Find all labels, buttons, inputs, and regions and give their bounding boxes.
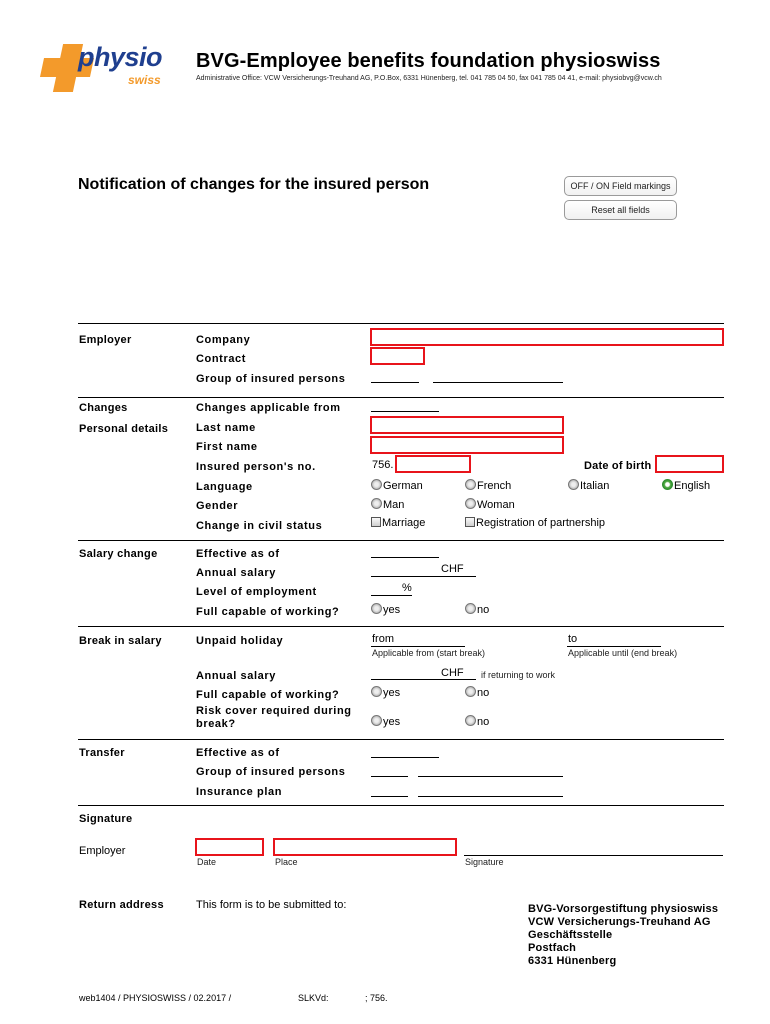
salary-effective-field[interactable] xyxy=(371,557,439,558)
insurance-plan-field-2[interactable] xyxy=(418,796,563,797)
label-risk-cover: Risk cover required during break? xyxy=(196,705,352,730)
gender-woman-option[interactable]: Woman xyxy=(465,498,515,511)
checkbox-icon xyxy=(465,517,475,527)
signature-date-field[interactable] xyxy=(195,838,264,856)
salary-capable-yes[interactable]: yes xyxy=(371,603,400,616)
radio-icon xyxy=(371,715,382,726)
transfer-group-field-2[interactable] xyxy=(418,776,563,777)
label-company: Company xyxy=(196,334,251,346)
date-of-birth-field[interactable] xyxy=(655,455,724,473)
label-unpaid-holiday: Unpaid holiday xyxy=(196,635,284,647)
radio-icon xyxy=(371,479,382,490)
place-caption: Place xyxy=(275,857,298,867)
break-annual-salary-field[interactable] xyxy=(371,679,476,680)
section-salary-change: Salary change xyxy=(79,548,158,560)
break-to-note: Applicable until (end break) xyxy=(568,648,678,658)
label-insured-no: Insured person's no. xyxy=(196,461,316,473)
signature-line[interactable] xyxy=(464,855,723,856)
break-capable-no[interactable]: no xyxy=(465,686,489,699)
break-from-field[interactable] xyxy=(371,646,465,647)
label-civil-status: Change in civil status xyxy=(196,520,323,532)
radio-icon xyxy=(568,479,579,490)
radio-icon xyxy=(371,686,382,697)
label-salary-effective: Effective as of xyxy=(196,548,280,560)
section-changes: Changes xyxy=(79,402,128,414)
label-contract: Contract xyxy=(196,353,247,365)
divider-salary xyxy=(78,540,724,541)
divider-employer xyxy=(78,323,724,324)
break-to-label: to xyxy=(568,633,578,645)
divider-break xyxy=(78,626,724,627)
gender-man-option[interactable]: Man xyxy=(371,498,404,511)
radio-icon xyxy=(371,603,382,614)
radio-icon xyxy=(465,715,476,726)
applicable-from-field[interactable] xyxy=(371,411,439,412)
salary-capable-no[interactable]: no xyxy=(465,603,489,616)
section-break-in-salary: Break in salary xyxy=(79,635,162,647)
logo-sub: swiss xyxy=(128,73,161,87)
reset-fields-button[interactable]: Reset all fields xyxy=(564,200,677,220)
radio-icon xyxy=(465,686,476,697)
contract-field[interactable] xyxy=(370,347,425,365)
label-insurance-plan: Insurance plan xyxy=(196,786,283,798)
label-capable: Full capable of working? xyxy=(196,606,340,618)
divider-transfer xyxy=(78,739,724,740)
break-to-field[interactable] xyxy=(567,646,661,647)
group-field-1[interactable] xyxy=(371,382,419,383)
divider-changes xyxy=(78,397,724,398)
divider-signature xyxy=(78,805,724,806)
address-line: BVG-Vorsorgestiftung physioswiss xyxy=(528,903,719,915)
label-break-annual-salary: Annual salary xyxy=(196,670,276,682)
annual-salary-field[interactable] xyxy=(371,576,476,577)
lang-english-option[interactable]: English xyxy=(662,479,710,492)
radio-icon xyxy=(465,479,476,490)
signature-caption: Signature xyxy=(465,857,504,867)
lang-german-option[interactable]: German xyxy=(371,479,423,492)
radio-icon xyxy=(371,498,382,509)
section-personal-details: Personal details xyxy=(79,423,169,435)
address-line: Geschäftsstelle xyxy=(528,929,613,941)
last-name-field[interactable] xyxy=(370,416,564,434)
page-title: BVG-Employee benefits foundation physioswiss xyxy=(196,50,661,72)
return-instructions: This form is to be submitted to: xyxy=(196,899,347,911)
label-gender: Gender xyxy=(196,500,239,512)
radio-icon xyxy=(465,498,476,509)
insured-no-field[interactable] xyxy=(395,455,471,473)
label-group: Group of insured persons xyxy=(196,373,346,385)
risk-cover-no[interactable]: no xyxy=(465,715,489,728)
address-line: 6331 Hünenberg xyxy=(528,955,617,967)
label-last-name: Last name xyxy=(196,422,256,434)
percent-sign: % xyxy=(402,582,412,594)
label-transfer-effective: Effective as of xyxy=(196,747,280,759)
civil-partnership-option[interactable]: Registration of partnership xyxy=(465,517,605,529)
radio-selected-icon xyxy=(662,479,673,490)
section-return-address: Return address xyxy=(79,899,164,911)
footer-ref: web1404 / PHYSIOSWISS / 02.2017 / xyxy=(79,993,232,1003)
section-transfer: Transfer xyxy=(79,747,125,759)
company-field[interactable] xyxy=(370,328,724,346)
break-currency: CHF xyxy=(441,667,464,679)
label-annual-salary: Annual salary xyxy=(196,567,276,579)
checkbox-icon xyxy=(371,517,381,527)
risk-cover-yes[interactable]: yes xyxy=(371,715,400,728)
return-address-block xyxy=(528,903,718,968)
label-break-capable: Full capable of working? xyxy=(196,689,340,701)
radio-icon xyxy=(465,603,476,614)
label-date-of-birth: Date of birth xyxy=(584,460,652,472)
break-capable-yes[interactable]: yes xyxy=(371,686,400,699)
transfer-effective-field[interactable] xyxy=(371,757,439,758)
label-language: Language xyxy=(196,481,253,493)
footer-code: ; 756. xyxy=(365,993,388,1003)
section-signature: Signature xyxy=(79,813,133,825)
lang-french-option[interactable]: French xyxy=(465,479,511,492)
break-from-label: from xyxy=(372,633,394,645)
insured-no-prefix: 756. xyxy=(372,459,394,471)
footer-slkvd: SLKVd: xyxy=(298,993,329,1003)
first-name-field[interactable] xyxy=(370,436,564,454)
section-employer: Employer xyxy=(79,334,132,346)
toggle-field-markings-button[interactable]: OFF / ON Field markings xyxy=(564,176,677,196)
civil-marriage-option[interactable]: Marriage xyxy=(371,517,425,529)
returning-note: if returning to work xyxy=(481,670,556,680)
address-line: Postfach xyxy=(528,942,577,954)
employment-level-field[interactable] xyxy=(371,595,412,596)
group-field-2[interactable] xyxy=(433,382,563,383)
signature-place-field[interactable] xyxy=(273,838,457,856)
label-employer-signature: Employer xyxy=(79,845,126,857)
break-from-note: Applicable from (start break) xyxy=(372,648,486,658)
form-title: Notification of changes for the insured person xyxy=(78,176,430,193)
address-line: VCW Versicherungs-Treuhand AG xyxy=(528,916,711,928)
logo-word: physio xyxy=(78,42,163,72)
salary-currency: CHF xyxy=(441,563,464,575)
label-first-name: First name xyxy=(196,441,258,453)
admin-address: Administrative Office: VCW Versicherungs-Treuhand AG, P.O.Box, 6331 Hünenberg, tel. 041 785 04 50, fax 041 785 04 41, e-mail: physiobvg@vcw.ch xyxy=(196,75,662,82)
insurance-plan-field-1[interactable] xyxy=(371,796,408,797)
label-employment-level: Level of employment xyxy=(196,586,317,598)
lang-italian-option[interactable]: Italian xyxy=(568,479,609,492)
transfer-group-field-1[interactable] xyxy=(371,776,408,777)
label-transfer-group: Group of insured persons xyxy=(196,766,346,778)
date-caption: Date xyxy=(197,857,217,867)
label-applicable-from: Changes applicable from xyxy=(196,402,341,414)
